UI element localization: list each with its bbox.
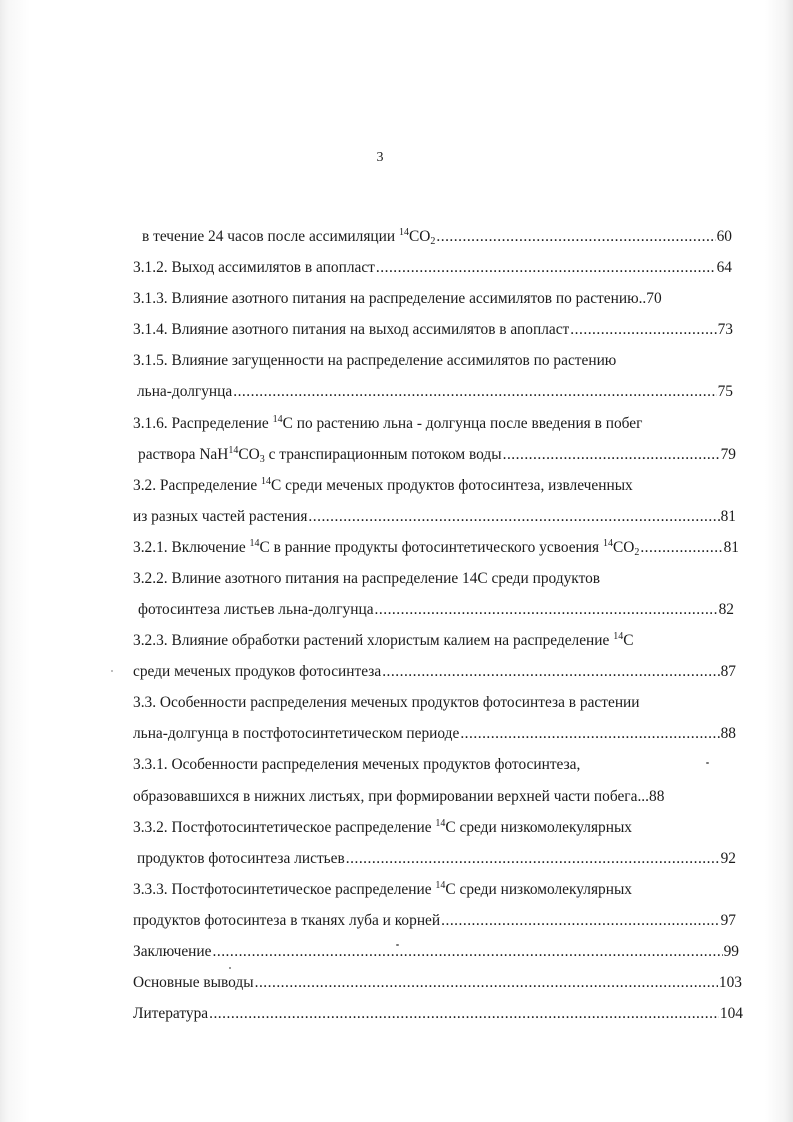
toc-page-number: 64	[716, 259, 732, 276]
toc-page-number: 75	[717, 383, 733, 400]
dot-leader	[233, 383, 716, 401]
toc-page-number: 73	[717, 321, 733, 338]
toc-entry: 3.1.4. Влияние азотного питания на выход ассимилятов в апопласт ..... 73	[133, 321, 733, 351]
toc-page-number: 88	[720, 725, 736, 742]
toc-page-number: 88	[649, 788, 665, 805]
toc-entry: фотосинтеза листьев льна-долгунца ..... 82	[138, 601, 734, 631]
dot-leader	[213, 943, 723, 961]
toc-page-number: 92	[720, 850, 736, 867]
toc-entry: 3.2.1. Включение $^{14}$С в ранние продукты фотосинтетического усвоения $^{14}CO_2$ ..... 81	[133, 539, 739, 569]
toc-entry: 3.1.5. Влияние загущенности на распределение ассимилятов по растению	[133, 352, 617, 369]
toc-entry: из разных частей растения ..... 81	[133, 508, 736, 538]
dot-leader	[376, 259, 716, 277]
toc-entry: в течение 24 часов после ассимиляции $^{14}CO_2$ ..... 60	[142, 228, 732, 258]
toc-entry: продуктов фотосинтеза в тканях луба и корней ..... 97	[133, 912, 736, 942]
toc-page-number: 81	[720, 508, 736, 525]
dot-leader	[640, 539, 722, 557]
dot-leader	[441, 912, 719, 930]
toc-entry: 3.2.3. Влияние обработки растений хлористым калием на распределение $^{14}$С	[133, 631, 634, 649]
toc-entry: 3.1.2. Выход ассимилятов в апопласт ..... 64	[133, 259, 732, 289]
toc-page-number: 82	[718, 601, 734, 618]
dot-leader	[460, 725, 719, 743]
toc-entry: 3.1.6. Распределение $^{14}$С по растению льна - долгунца после введения в побег	[133, 414, 643, 432]
toc-entry: образовавшихся в нижних листьях, при формировании верхней части побега... 88	[133, 788, 665, 805]
toc-entry: льна-долгунца в постфотосинтетическом периоде ..... 88	[133, 725, 736, 755]
dot-leader	[308, 508, 719, 526]
dot-leader	[346, 850, 720, 868]
dot-leader	[209, 1005, 719, 1023]
toc-entry: раствора $NaH^{14}CO_3$ с транспирационным потоком воды ..... 79	[138, 446, 736, 476]
toc-entry: 3.3.2. Постфотосинтетическое распределение $^{14}$С среди низкомолекулярных	[133, 818, 632, 836]
toc-entry: Заключение ..... 99	[133, 943, 739, 973]
toc-entry: Основные выводы ..... 103	[133, 974, 742, 1004]
scan-speck	[706, 762, 709, 764]
toc-entry: 3.1.3. Влияние азотного питания на распределение ассимилятов по растению.. 70	[133, 290, 662, 307]
scan-speck	[396, 944, 399, 946]
toc-page-number: 97	[720, 912, 736, 929]
toc-entry: Литература ..... 104	[133, 1005, 743, 1035]
toc-entry: среди меченых продуков фотосинтеза ..... 87	[133, 663, 736, 693]
toc-entry: 3.3. Особенности распределения меченых продуктов фотосинтеза в растении	[133, 694, 640, 711]
page-number: 3	[376, 150, 384, 165]
scan-speck	[229, 967, 231, 969]
dot-leader	[375, 601, 718, 619]
dot-leader	[436, 228, 715, 246]
toc-page-number: 87	[720, 663, 736, 680]
toc-entry: 3.3.3. Постфотосинтетическое распределение $^{14}$С среди низкомолекулярных	[133, 880, 632, 898]
toc-page-number: 60	[716, 228, 732, 245]
toc-entry: 3.2. Распределение $^{14}$С среди меченых продуктов фотосинтеза, извлеченных	[133, 476, 633, 494]
dot-leader	[382, 663, 719, 681]
dot-leader	[503, 446, 720, 464]
scan-speck	[111, 670, 113, 672]
toc-entry: продуктов фотосинтеза листьев ..... 92	[137, 850, 736, 880]
toc-page-number: 79	[720, 446, 736, 463]
toc-entry: 3.3.1. Особенности распределения меченых продуктов фотосинтеза,	[133, 756, 581, 773]
toc-entry: 3.2.2. Влиние азотного питания на распределение 14С среди продуктов	[133, 570, 601, 587]
dot-leader	[570, 321, 716, 339]
toc-page-number: 70	[646, 290, 662, 307]
toc-page-number: 104	[719, 1005, 743, 1022]
toc-page-number: 99	[723, 943, 739, 960]
toc-entry: льна-долгунца ..... 75	[137, 383, 733, 413]
toc-page-number: 103	[718, 974, 742, 991]
dot-leader	[255, 974, 718, 992]
toc-page-number: 81	[723, 539, 739, 556]
